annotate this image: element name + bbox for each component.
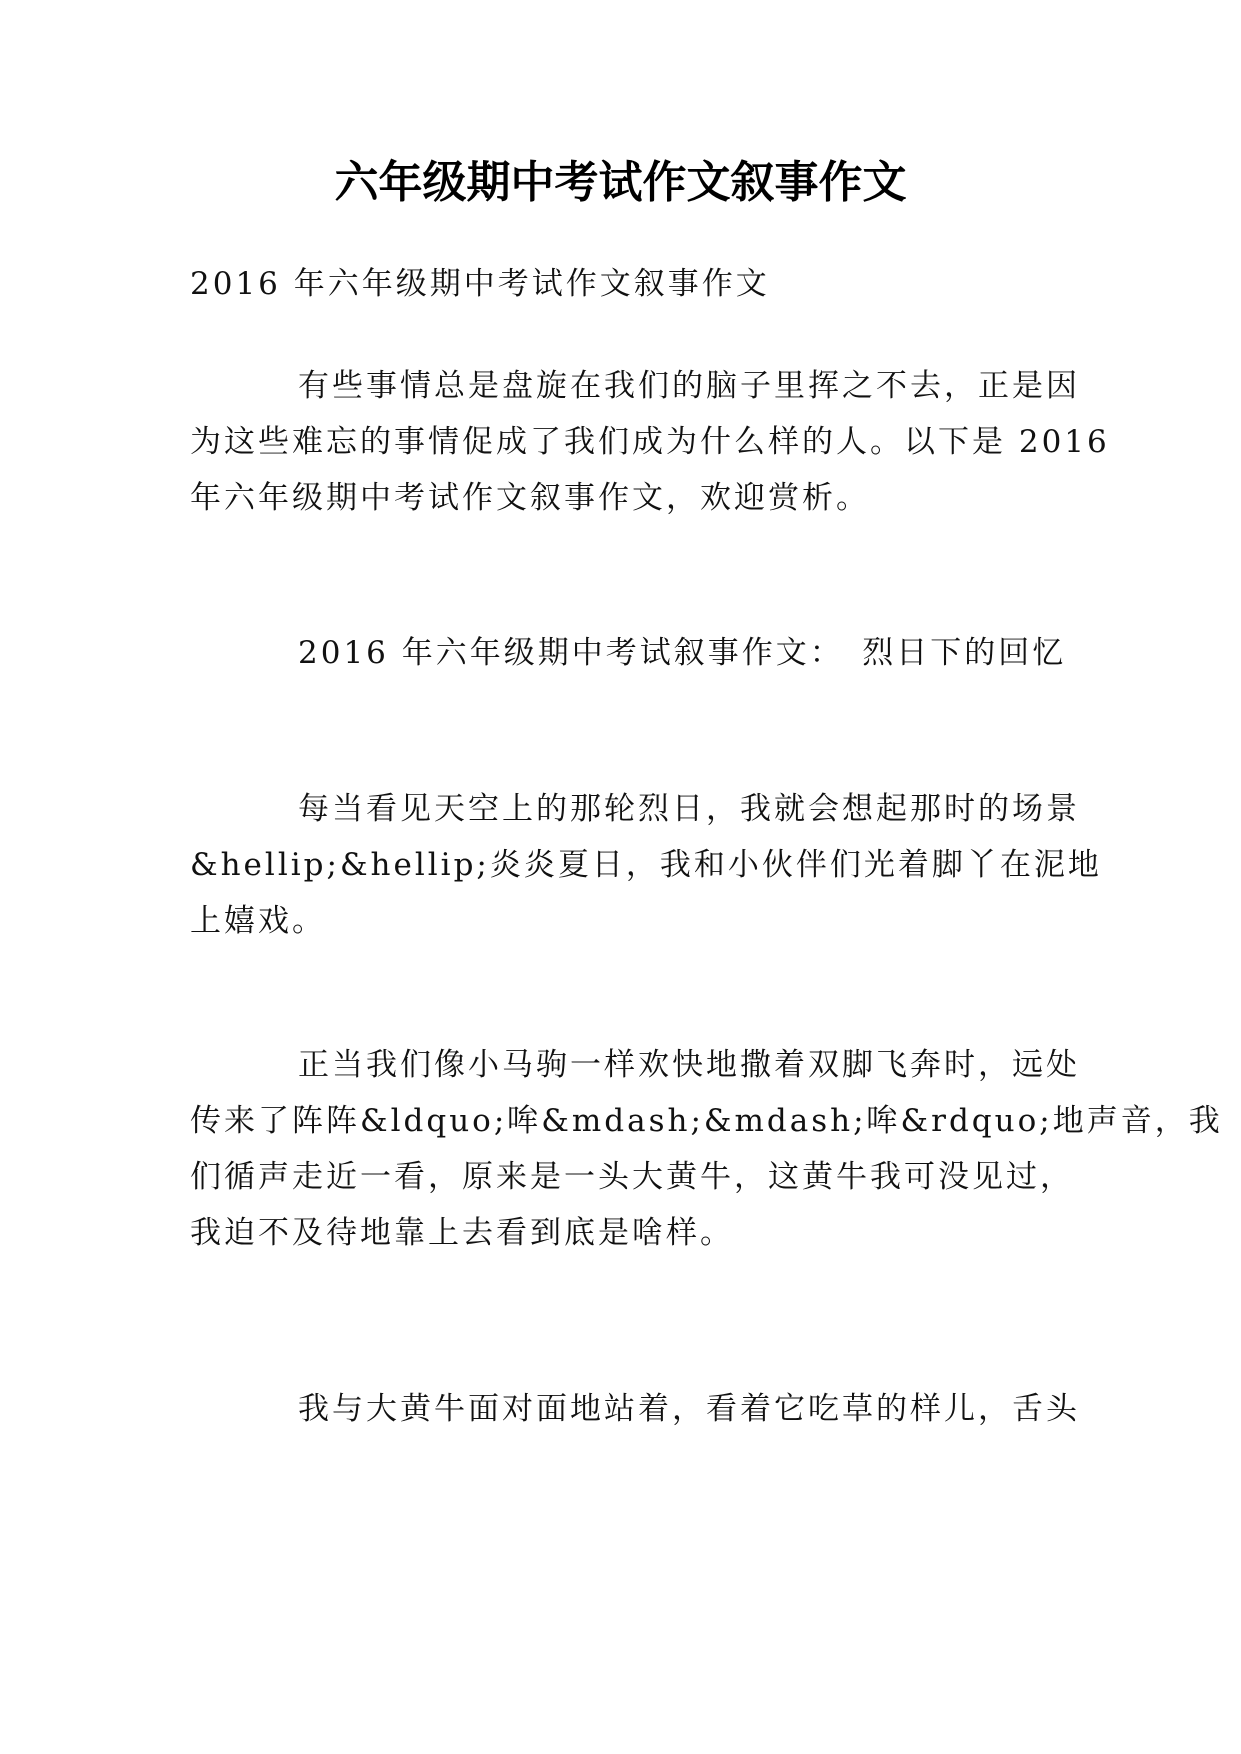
paragraph-line: 有些事情总是盘旋在我们的脑子里挥之不去，正是因 [298,368,1080,404]
document-title: 六年级期中考试作文叙事作文 [334,157,907,208]
paragraph-line: 们循声走近一看，原来是一头大黄牛，这黄牛我可没见过， [190,1159,1074,1195]
paragraph-line: 上嬉戏。 [190,903,326,939]
paragraph-line: 为这些难忘的事情促成了我们成为什么样的人。以下是 2016 [190,424,1110,460]
paragraph-line: 我与大黄牛面对面地站着，看着它吃草的样儿，舌头 [298,1391,1080,1427]
paragraph-line: 传来了阵阵&ldquo;哞&mdash;&mdash;哞&rdquo;地声音，我 [190,1103,1223,1139]
paragraph-line: 年六年级期中考试作文叙事作文，欢迎赏析。 [190,480,870,516]
paragraph-line: 每当看见天空上的那轮烈日，我就会想起那时的场景 [298,791,1080,827]
paragraph-line: &hellip;&hellip;炎炎夏日，我和小伙伴们光着脚丫在泥地 [190,847,1102,883]
paragraph-line: 正当我们像小马驹一样欢快地撒着双脚飞奔时，远处 [298,1047,1080,1083]
paragraph-line: 我迫不及待地靠上去看到底是啥样。 [190,1215,734,1251]
subtitle-line: 2016 年六年级期中考试作文叙事作文 [190,266,770,302]
section-heading: 2016 年六年级期中考试叙事作文： 烈日下的回忆 [298,635,1067,671]
